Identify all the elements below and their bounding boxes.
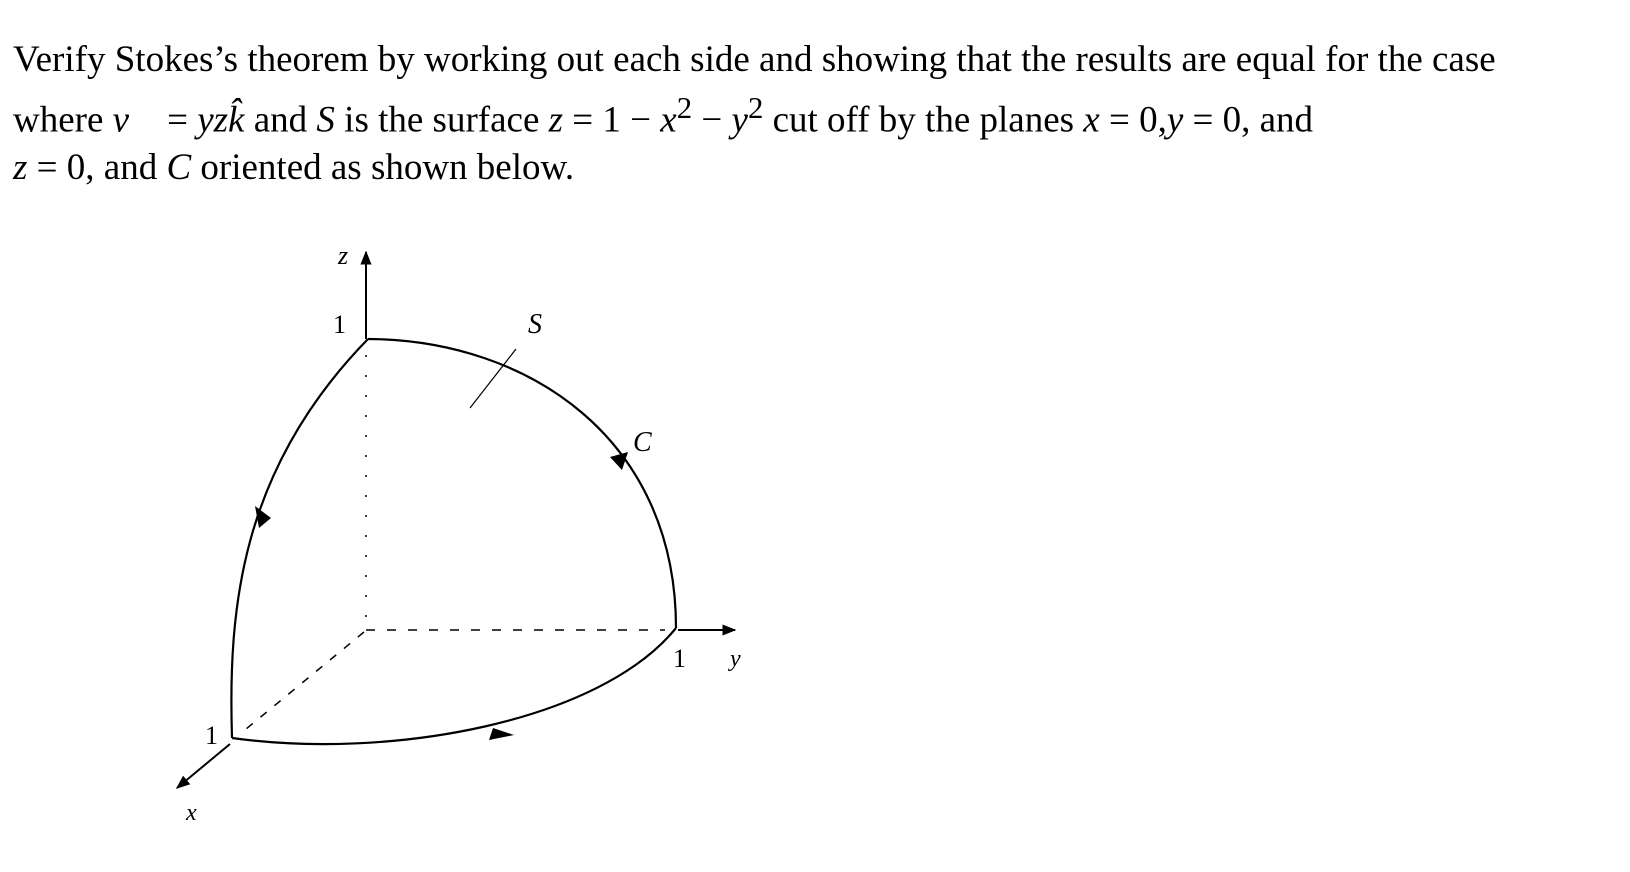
text-equals-zero-and-2: = 0, and [27, 147, 167, 189]
z-symbol: z [548, 99, 564, 141]
tick-label-z: 1 [333, 310, 346, 339]
text-and: and [244, 99, 317, 141]
surface-label: S [528, 309, 542, 340]
text-minus: − [692, 99, 732, 141]
curve-arc-xy [232, 628, 676, 744]
curve-arc-xz [231, 339, 368, 738]
surface-leader-line [470, 349, 516, 408]
y-symbol-plane: y [1166, 99, 1184, 141]
text-equals-one-minus: = 1 − [563, 99, 661, 141]
arrow-down-xz-arc [255, 506, 271, 528]
curve-arc-yz [368, 339, 676, 628]
x-symbol: x [660, 99, 677, 141]
tick-label-x: 1 [205, 721, 218, 750]
k-hat-symbol: k̂ [228, 99, 245, 141]
text-where: where [13, 99, 113, 141]
problem-text-1: Verify Stokes’s theorem by working out each side and showing that the results are equal for the case [13, 39, 1496, 80]
x-axis-label: x [186, 800, 197, 826]
yz-symbol: yz [197, 99, 229, 141]
exponent-2-x: 2 [676, 91, 693, 125]
surface-s-symbol: S [316, 99, 335, 141]
curve-label: C [633, 427, 652, 458]
text-cut-off: cut off by the planes [763, 99, 1084, 141]
text-equals: = [157, 99, 198, 141]
text-is-the-surface: is the surface [334, 99, 549, 141]
exponent-2-y: 2 [747, 91, 764, 125]
vector-v-symbol: v⃗ [112, 99, 158, 141]
y-axis-label: y [730, 646, 741, 672]
z-symbol-plane: z [13, 147, 28, 189]
text-equals-zero-and: = 0, and [1183, 99, 1314, 141]
curve-c-symbol: C [166, 147, 192, 189]
text-equals-zero-comma: = 0, [1099, 99, 1167, 141]
x-symbol-plane: x [1083, 99, 1100, 141]
arrow-right-xy-arc [489, 728, 514, 740]
x-axis-hidden [240, 632, 364, 734]
tick-label-y: 1 [673, 644, 686, 673]
y-symbol: y [731, 99, 748, 141]
text-oriented: oriented as shown below. [191, 147, 575, 189]
z-axis-label: z [338, 241, 349, 270]
x-axis [177, 744, 230, 788]
